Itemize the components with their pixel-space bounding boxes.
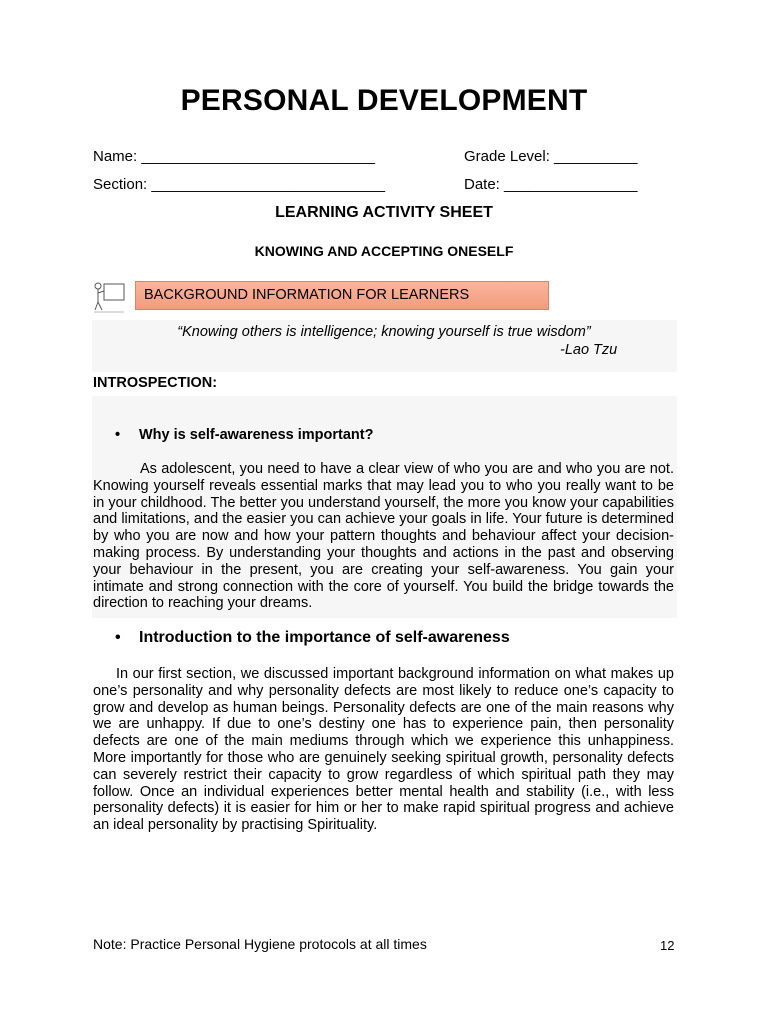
- paragraph-self-awareness: As adolescent, you need to have a clear view of who you are and who you are not. Knowing yourself reveals essential marks that may lead you to who you really want to be in your childhood. The better you understand yourself, the more you know your capabilities and limitations, and the easier you can achieve your goals in life. Your future is determined by who you are now and how your pattern thoughts and behaviour affect your decision-making process. By understanding your thoughts and actions in the past and observing your behaviour in the present, you are creating your self-awareness. You gain your intimate and strong connection with the core of yourself. You build the bridge towards the direction to reaching your dreams.: [93, 461, 674, 612]
- bullet-icon: •: [115, 427, 121, 443]
- page-title: PERSONAL DEVELOPMENT: [180, 84, 588, 117]
- sheet-title: LEARNING ACTIVITY SHEET: [275, 204, 493, 221]
- section-field: Section: ____________________________: [93, 176, 385, 193]
- bullet-item: [115, 629, 510, 647]
- reading-person-icon: [90, 278, 128, 316]
- quote-author: -Lao Tzu: [560, 342, 618, 358]
- paragraph-introduction: In our first section, we discussed important background information on what makes up one’s personality and why personality defects are most likely to reduce one’s capacity to grow and develop as human beings. Personality defects are one of the main reasons why we are unhappy. If due to one’s destiny one has to experience pain, then personality defects are one of the main mediums through which we experience this unhappiness. More importantly for those who are genuinely seeking spiritual growth, personality defects can severely restrict their capacity to grow regardless of which spiritual path they may follow. Once an individual experiences better mental health and stability (i.e., with less personality defects) it is easier for him or her to make rapid spiritual progress and achieve an ideal personality by practising Spirituality.: [93, 666, 674, 834]
- page-number: 12: [660, 938, 675, 953]
- quote-text: “Knowing others is intelligence; knowing yourself is true wisdom”: [177, 324, 591, 340]
- name-field: Name: ____________________________: [93, 148, 375, 165]
- topic-heading: KNOWING AND ACCEPTING ONESELF: [254, 243, 514, 259]
- bullet-text: Why is self-awareness important?: [139, 427, 374, 443]
- grade-level-field: Grade Level: __________: [464, 148, 638, 165]
- footer-note: Note: Practice Personal Hygiene protocols at all times: [93, 936, 427, 952]
- background-info-banner: BACKGROUND INFORMATION FOR LEARNERS: [135, 281, 549, 310]
- bullet-text: Introduction to the importance of self-awareness: [139, 629, 510, 646]
- date-field: Date: ________________: [464, 176, 638, 193]
- introspection-heading: INTROSPECTION:: [93, 375, 218, 391]
- bullet-item: [115, 427, 373, 443]
- bullet-icon: •: [115, 629, 121, 646]
